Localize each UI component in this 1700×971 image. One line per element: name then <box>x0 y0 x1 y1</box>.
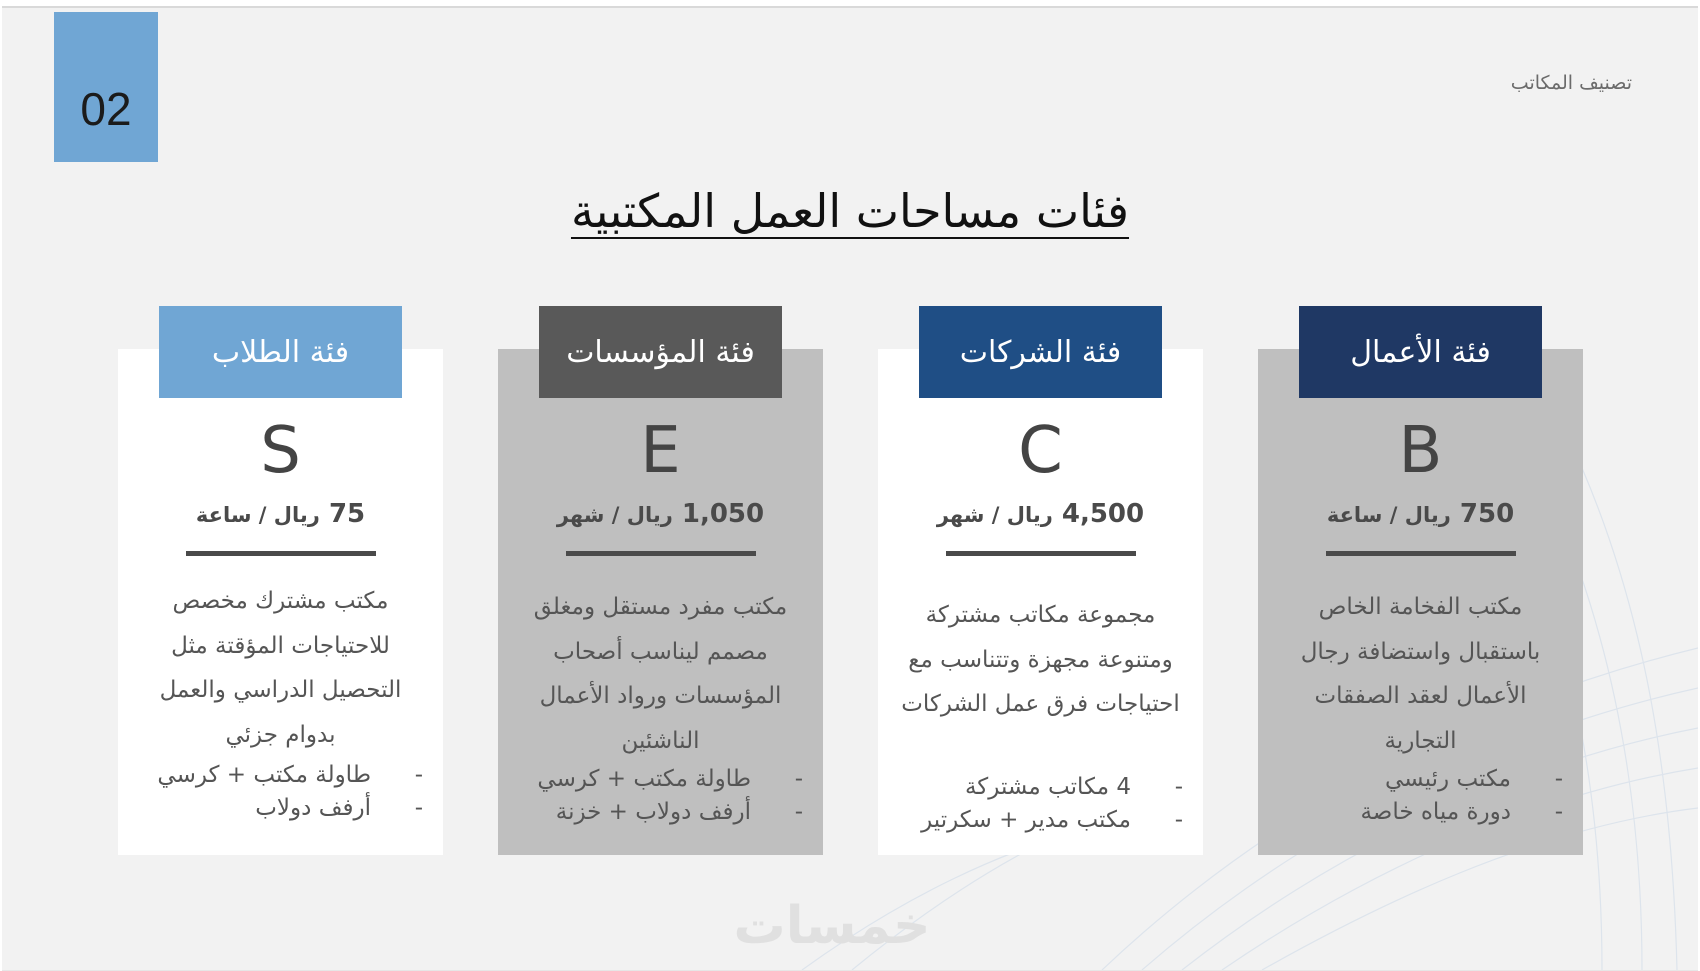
card-institutions <box>498 334 823 855</box>
section-label: تصنيف المكاتب <box>1510 72 1632 94</box>
list-item: - 4 مكاتب مشتركة <box>964 774 1183 800</box>
slide-title <box>2 184 1698 238</box>
price-amount: 4,500 <box>1061 499 1145 529</box>
price <box>498 499 823 529</box>
card-header: فئة الطلاب <box>159 306 402 398</box>
price-unit: ريال / شهر <box>936 503 1053 527</box>
divider <box>946 551 1136 556</box>
list-item: - مكتب رئيسي <box>1385 766 1563 792</box>
price-amount: 75 <box>328 499 366 529</box>
card-companies <box>878 334 1203 855</box>
card-business <box>1258 334 1583 855</box>
feature-list <box>528 763 803 829</box>
card-students <box>118 334 443 855</box>
price <box>118 499 443 529</box>
price <box>878 499 1203 529</box>
slide-title-text: فئات مساحات العمل المكتبية <box>570 184 1130 238</box>
price-unit: ريال / ساعة <box>195 503 320 527</box>
list-item: - أرفف دولاب <box>255 795 423 821</box>
price-unit: ريال / شهر <box>556 503 673 527</box>
divider <box>566 551 756 556</box>
list-item: - طاولة مكتب + كرسي <box>537 766 803 792</box>
category-letter: E <box>640 414 681 488</box>
category-letter: B <box>1398 414 1443 488</box>
list-item: - دورة مياه خاصة <box>1360 799 1563 825</box>
card-header: فئة الأعمال <box>1299 306 1542 398</box>
divider <box>1326 551 1516 556</box>
price-amount: 1,050 <box>681 499 765 529</box>
card-header: فئة المؤسسات <box>539 306 782 398</box>
card-description: مكتب الفخامة الخاص باستقبال واستضافة رجال الأعمال لعقد الصفقات التجارية <box>1300 594 1541 754</box>
card-description: مكتب مفرد مستقل ومغلق مصمم ليناسب أصحاب المؤسسات ورواد الأعمال الناشئين <box>533 594 788 754</box>
price-unit: ريال / ساعة <box>1326 503 1451 527</box>
feature-list <box>908 771 1183 837</box>
card-description: مجموعة مكاتب مشتركة ومتنوعة مجهزة وتتناسب مع احتياجات فرق عمل الشركات <box>901 602 1180 717</box>
slide <box>2 6 1698 971</box>
feature-list <box>1288 763 1563 829</box>
feature-list <box>148 759 423 825</box>
price-amount: 750 <box>1459 499 1515 529</box>
page-number: 02 <box>54 12 158 162</box>
category-letter: S <box>260 414 301 488</box>
category-letter: C <box>1018 414 1063 488</box>
price <box>1258 499 1583 529</box>
list-item: - أرفف دولاب + خزنة <box>555 799 803 825</box>
card-header: فئة الشركات <box>919 306 1162 398</box>
divider <box>186 551 376 556</box>
list-item: - مكتب مدير + سكرتير <box>921 807 1183 833</box>
watermark-logo: خمسات <box>733 896 931 956</box>
card-description: مكتب مشترك مخصص للاحتياجات المؤقتة مثل التحصيل الدراسي والعمل بدوام جزئي <box>159 588 402 748</box>
list-item: - طاولة مكتب + كرسي <box>157 762 423 788</box>
